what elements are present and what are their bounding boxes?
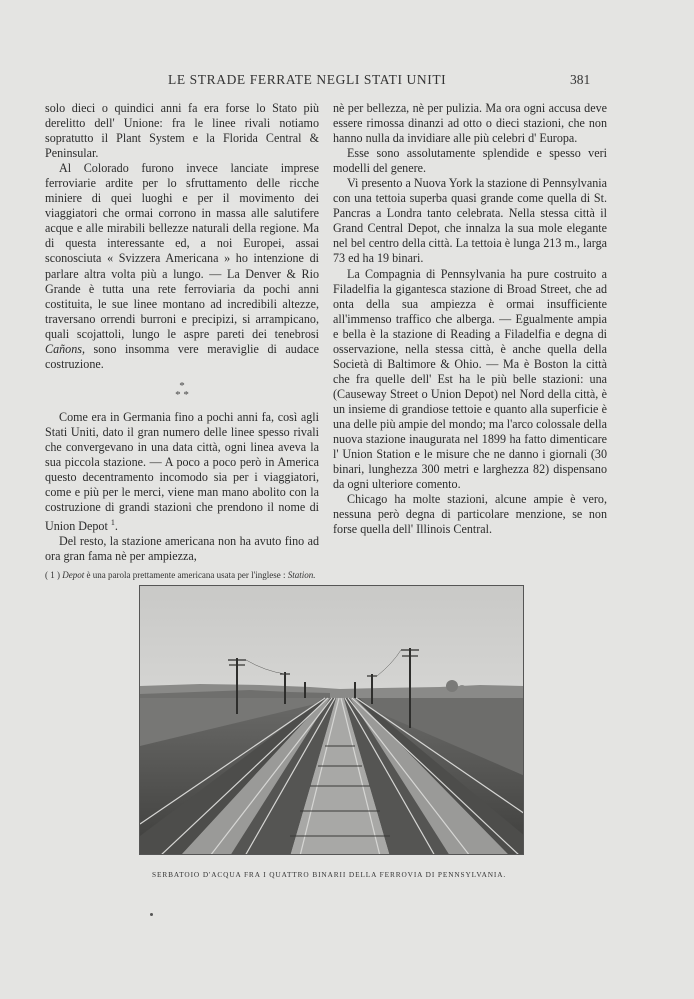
paragraph-tail: sono insomma vere meraviglie di audace costruzione.: [45, 341, 319, 371]
footnote-term: Depot: [62, 570, 85, 581]
footnote-term-2: Station.: [287, 570, 316, 581]
paragraph: Come era in Germania fino a pochi anni fa, così agli Stati Uniti, dato il gran numero delle linee spesso rivali che convergevano in una data città, ogni linea aveva la sua piccola stazione. — A poco a poco però in America questo decentramento incomodo sia per i viaggiatori, come e più per le merci, viene man mano abolito con la costruzione di grandi stazioni che prendono il nome di Union Depot $^1$.: [45, 409, 319, 534]
paragraph: La Compagnia di Pennsylvania ha pure costruito a Filadelfia la gigantesca stazione di Broad Street, che ad onta della sua ampiezza è ormai insufficiente all'immenso traffico che alberga. — Egualmente ampia e bella è la stazione di Reading a Filadelfia e degna di osservazione, nella stessa città, è anche quella della Società di Baltimore & Ohio. — Ma è Boston la città che fra quelle dell' Est ha le più belle stazioni: una (Causeway Street o Union Depot) nel Nord della città, è un insieme di grandiose tettoie e quanto alla superficie è una delle più ampie del mondo; ma l'arco colossale della nuova stazione inaugurata nel 1899 ha fatto dimenticare l' Union Station e le misure che ne danno i giornali (30 binari, lunghezza 300 metri e larghezza 82) dispensano da ogni ulteriore comento.: [333, 266, 607, 492]
paragraph-text: Al Colorado furono invece lanciate imprese ferroviarie ardite per lo sfruttamento delle ricche miniere di quei luoghi e per il movimento dei viaggiatori che ormai corrono in massa alle salutifere acque e alle mirabili bellezze naturali della regione. Ma di questa interessante ed, a noi Europei, assai sconosciuta « Svizzera Americana » ho intenzione di parlare altra volta più a lungo. — La Denver & Rio Grande è tutta una rete ferroviaria da pochi anni costituita, le sue linee montano ad incredibili altezze, traversano orrendi burroni e precipizi, si arrampicano, quali scojattoli, lungo le aspre pareti dei tenebrosi: [45, 161, 319, 341]
right-column: [333, 101, 607, 537]
paragraph: Esse sono assolutamente splendide e spesso veri modelli del genere.: [333, 146, 607, 176]
footnote-reference: 1: [110, 518, 115, 528]
footnote: [45, 570, 319, 581]
railroad-photograph: [139, 585, 524, 855]
paragraph: nè per bellezza, nè per pulizia. Ma ora ogni accusa deve essere rimossa dinanzi ad otto o dieci stazioni, che non hanno nulla da invidiare alle più celebri d' Europa.: [333, 101, 607, 146]
paper-speck: [150, 913, 153, 916]
paragraph: Vi presento a Nuova York la stazione di Pennsylvania con una tettoia superba quasi grande come quella di St. Pancras a Londra tanto celebrata. Nella stessa città il Grand Central Depot, che innalza la sua mole elegante nel bel centro della città. La tettoia è lunga 213 m., larga 73 ed ha 19 binari.: [333, 176, 607, 266]
paragraph: Chicago ha molte stazioni, alcune ampie è vero, nessuna però degna di particolare menzione, se non forse quella dell' Illinois Central.: [333, 492, 607, 537]
paragraph: Del resto, la stazione americana non ha avuto fino ad ora gran fama nè per ampiezza,: [45, 534, 319, 564]
italic-term: Cañons,: [45, 341, 85, 356]
figure-caption: SERBATOIO D'ACQUA FRA I QUATTRO BINARII DELLA FERROVIA DI PENNSYLVANIA.: [152, 870, 507, 879]
paragraph-text: Come era in Germania fino a pochi anni fa, così agli Stati Uniti, dato il gran numero delle linee spesso rivali che convergevano in una data città, ogni linea aveva la sua piccola stazione. — A poco a poco però in America questo decentramento incomodo sia per i viaggiatori, come e più per le merci, viene man mano abolito con la costruzione di grandi stazioni che prendono il nome di Union Depot: [45, 409, 319, 534]
section-separator: * * *: [175, 379, 189, 401]
running-head: LE STRADE FERRATE NEGLI STATI UNITI: [168, 72, 447, 87]
railroad-illustration: [140, 586, 524, 855]
left-column: [45, 101, 319, 581]
footnote-mark: ( 1 ): [45, 570, 60, 581]
footnote-text: è una parola prettamente americana usata per l'inglese :: [84, 570, 288, 581]
paragraph: solo dieci o quindici anni fa era forse lo Stato più derelitto dell' Unione: fra le linee rivali notiamo sopratutto il Plant System e la Florida Central & Peninsular.: [45, 101, 319, 161]
paragraph: [45, 161, 319, 372]
page-number: 381: [570, 72, 591, 87]
